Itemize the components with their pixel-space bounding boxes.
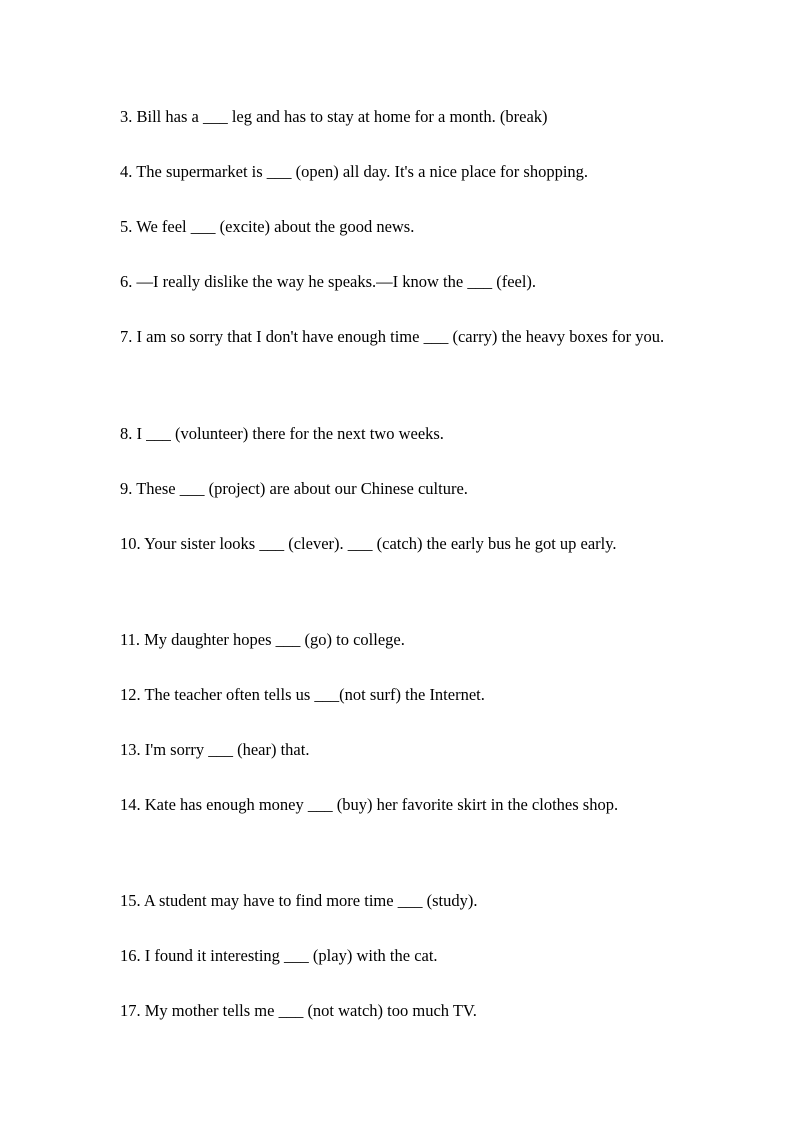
question-6: 6. —I really dislike the way he speaks.—I know the ___ (feel). (120, 272, 537, 291)
question-8: 8. I ___ (volunteer) there for the next two weeks. (120, 424, 444, 443)
question-16: 16. I found it interesting ___ (play) with the cat. (120, 946, 438, 965)
question-15: 15. A student may have to find more time ___ (study). (120, 891, 478, 910)
question-9: 9. These ___ (project) are about our Chinese culture. (120, 479, 468, 498)
question-3: 3. Bill has a ___ leg and has to stay at home for a month. (break) (120, 107, 548, 126)
question-13: 13. I'm sorry ___ (hear) that. (120, 740, 310, 759)
question-12: 12. The teacher often tells us ___(not surf) the Internet. (120, 685, 485, 704)
question-17: 17. My mother tells me ___ (not watch) too much TV. (120, 1001, 477, 1020)
question-5: 5. We feel ___ (excite) about the good news. (120, 217, 415, 236)
question-11: 11. My daughter hopes ___ (go) to college. (120, 630, 405, 649)
question-7: 7. I am so sorry that I don't have enough time ___ (carry) the heavy boxes for you. (120, 327, 665, 346)
question-14: 14. Kate has enough money ___ (buy) her favorite skirt in the clothes shop. (120, 795, 619, 814)
question-10: 10. Your sister looks ___ (clever). ___ (catch) the early bus he got up early. (120, 534, 617, 553)
question-4: 4. The supermarket is ___ (open) all day. It's a nice place for shopping. (120, 162, 589, 181)
